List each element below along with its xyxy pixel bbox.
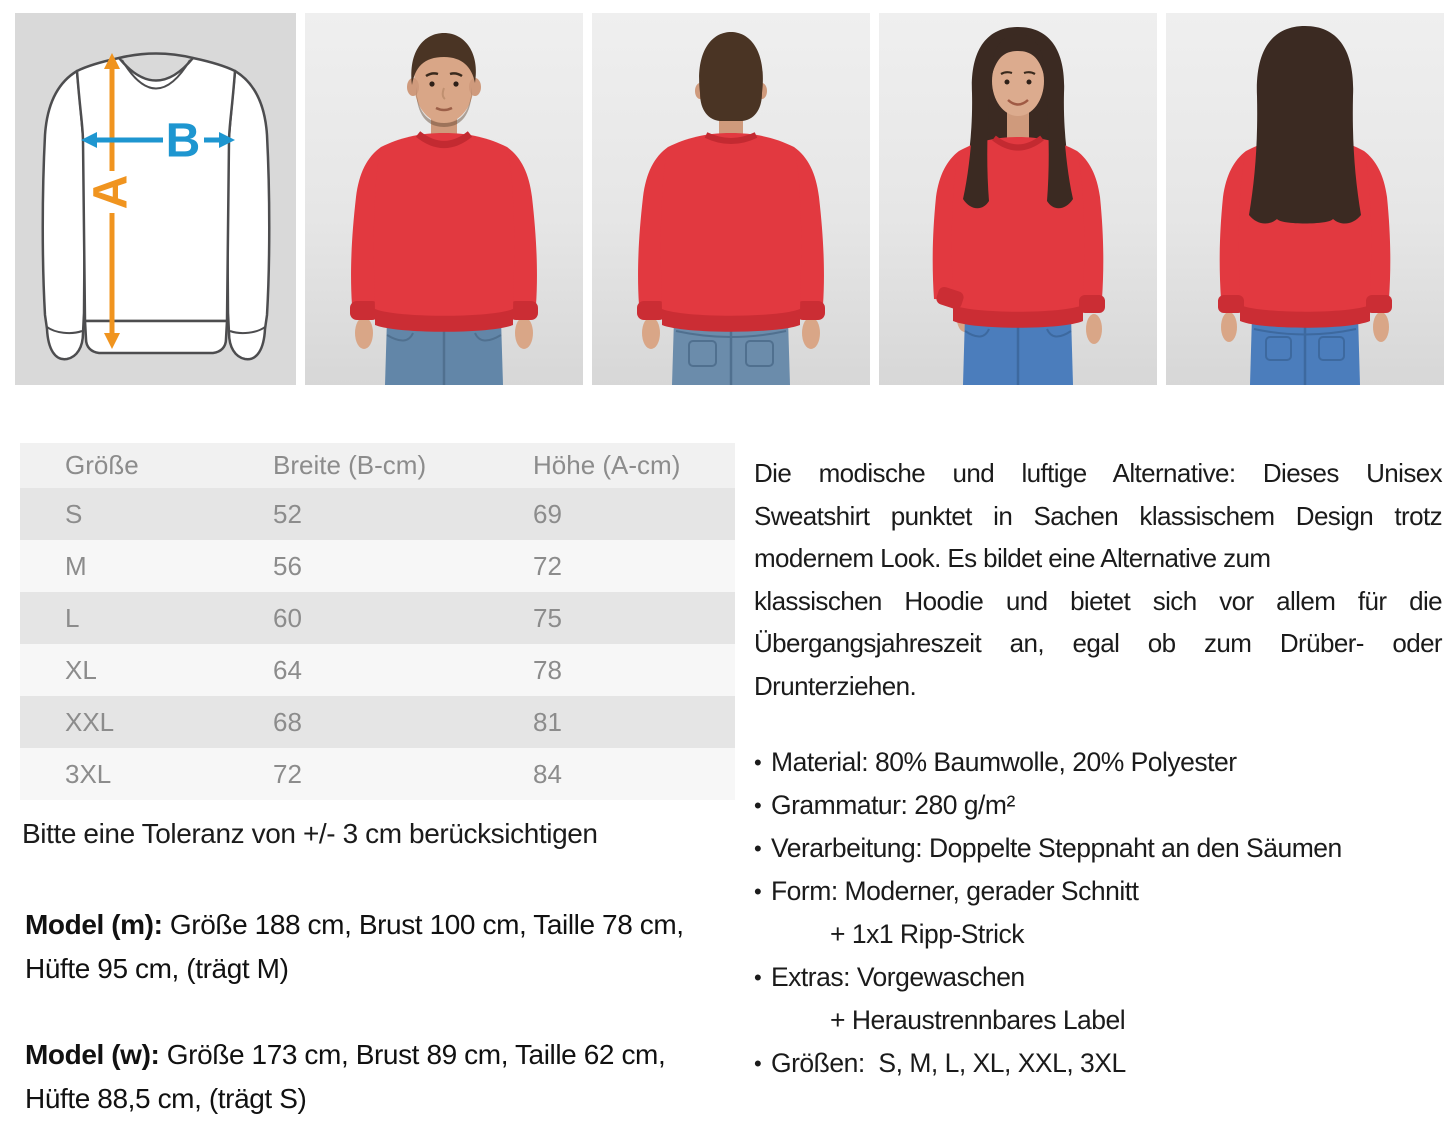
feature-item <box>754 741 1442 784</box>
description-line: klassischen Hoodie und bietet sich vor allem für die <box>754 585 1442 616</box>
table-cell: XL <box>20 644 228 696</box>
bullet-icon: • <box>754 836 762 861</box>
table-row <box>20 540 735 592</box>
table-row <box>20 592 735 644</box>
size-table <box>20 443 735 800</box>
feature-item <box>830 999 1442 1042</box>
sweatshirt-measurement-diagram <box>15 13 296 385</box>
model-w-info <box>25 1033 737 1121</box>
table-cell: 68 <box>228 696 488 748</box>
feature-text: Extras: Vorgewaschen <box>771 962 1025 992</box>
feature-item <box>754 870 1442 913</box>
column-header: Größe <box>20 443 228 488</box>
size-diagram-panel <box>15 13 296 385</box>
column-header: Breite (B-cm) <box>228 443 488 488</box>
bullet-icon: • <box>754 793 762 818</box>
feature-item <box>754 956 1442 999</box>
feature-text: Verarbeitung: Doppelte Steppnaht an den Säumen <box>771 833 1342 863</box>
description-line: Übergangsjahreszeit an, egal ob zum Drüber- oder <box>754 628 1442 658</box>
table-row <box>20 748 735 800</box>
table-row <box>20 696 735 748</box>
model-w-details: Größe 173 cm, Brust 89 cm, Taille 62 cm, Hüfte 88,5 cm, (trägt S) <box>25 1039 666 1114</box>
table-row <box>20 488 735 540</box>
table-row <box>20 644 735 696</box>
feature-item <box>754 1042 1442 1085</box>
table-cell: 84 <box>488 748 735 800</box>
table-cell: 60 <box>228 592 488 644</box>
bullet-icon: • <box>754 750 762 775</box>
description-paragraph <box>754 452 1442 707</box>
bullet-icon: • <box>754 879 762 904</box>
model-m-label: Model (m): <box>25 909 163 940</box>
table-cell: XXL <box>20 696 228 748</box>
sweatshirt-outline <box>43 54 270 360</box>
table-cell: L <box>20 592 228 644</box>
bullet-icon: • <box>754 1051 762 1076</box>
table-cell: 75 <box>488 592 735 644</box>
model-m-details: Größe 188 cm, Brust 100 cm, Taille 78 cm, Hüfte 95 cm, (trägt M) <box>25 909 684 984</box>
feature-text: Material: 80% Baumwolle, 20% Polyester <box>771 747 1237 777</box>
model-w-label: Model (w): <box>25 1039 160 1070</box>
tolerance-note: Bitte eine Toleranz von +/- 3 cm berücksichtigen <box>22 818 598 849</box>
photo-man-back <box>592 13 870 385</box>
product-description-section <box>754 452 1442 1085</box>
feature-text: + 1x1 Ripp-Strick <box>830 919 1025 949</box>
table-cell: 78 <box>488 644 735 696</box>
table-cell: 56 <box>228 540 488 592</box>
table-cell: 81 <box>488 696 735 748</box>
table-cell: S <box>20 488 228 540</box>
feature-item <box>754 827 1442 870</box>
description-line: Die modische und luftige Alternative: Dieses Unisex <box>754 458 1442 488</box>
table-cell: 72 <box>228 748 488 800</box>
description-line: modernem Look. Es bildet eine Alternative zum <box>754 543 1271 573</box>
feature-item <box>754 784 1442 827</box>
feature-item <box>830 913 1442 956</box>
table-cell: M <box>20 540 228 592</box>
man-back-illustration <box>592 13 870 385</box>
feature-text: Größen: S, M, L, XL, XXL, 3XL <box>771 1048 1126 1078</box>
woman-front-illustration <box>879 13 1157 385</box>
feature-text: + Heraustrennbares Label <box>830 1005 1126 1035</box>
width-label: B <box>165 114 201 168</box>
table-cell: 64 <box>228 644 488 696</box>
size-table-section <box>20 443 735 800</box>
size-table-header-row <box>20 443 735 488</box>
bullet-icon: • <box>754 965 762 990</box>
column-header: Höhe (A-cm) <box>488 443 735 488</box>
photo-man-front <box>305 13 583 385</box>
photo-woman-back <box>1166 13 1444 385</box>
model-m-info <box>25 903 737 991</box>
description-line: Drunterziehen. <box>754 670 917 701</box>
table-cell: 3XL <box>20 748 228 800</box>
feature-list <box>754 741 1442 1085</box>
man-front-illustration <box>305 13 583 385</box>
feature-text: Form: Moderner, gerader Schnitt <box>771 876 1139 906</box>
table-cell: 69 <box>488 488 735 540</box>
product-image-strip <box>15 13 1444 385</box>
size-table-body <box>20 488 735 800</box>
feature-text: Grammatur: 280 g/m² <box>771 790 1015 820</box>
woman-back-illustration <box>1166 13 1444 385</box>
table-cell: 52 <box>228 488 488 540</box>
photo-woman-front <box>879 13 1157 385</box>
table-cell: 72 <box>488 540 735 592</box>
description-line: Sweatshirt punktet in Sachen klassischem Design trotz <box>754 500 1442 531</box>
height-label: A <box>84 174 138 210</box>
